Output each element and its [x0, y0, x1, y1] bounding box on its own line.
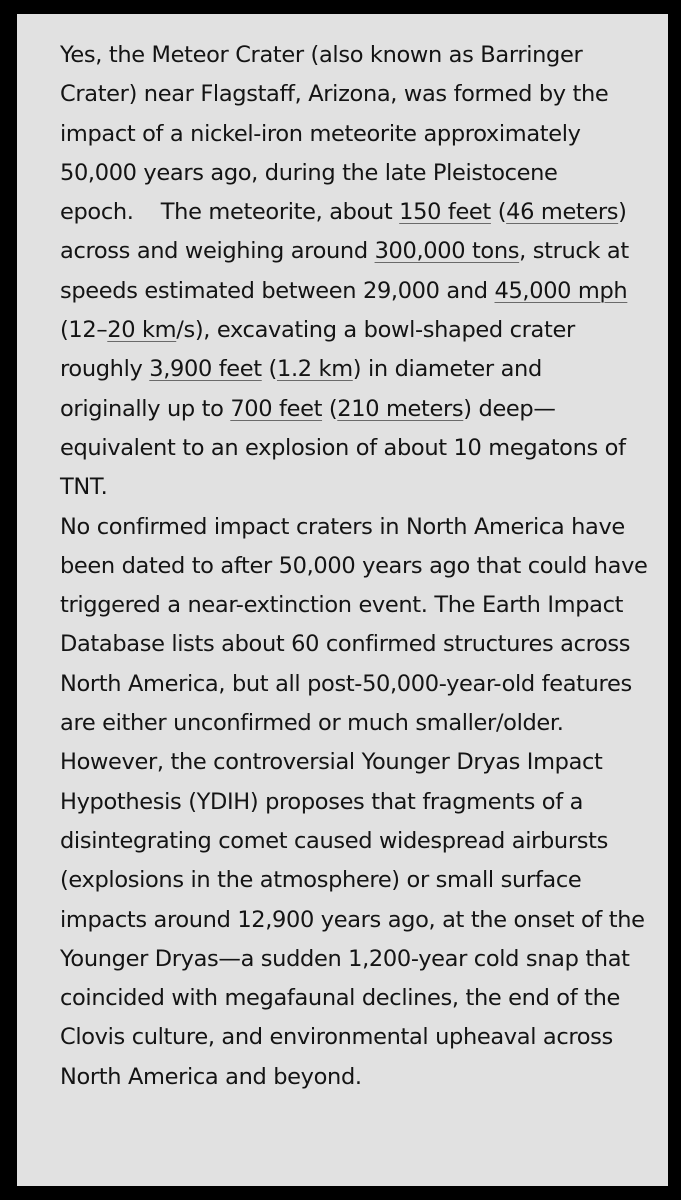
link-700-feet[interactable]: 700 feet — [230, 395, 323, 422]
text-segment: ) deep—equivalent to an explosion of about 10 megatons of TNT. — [60, 395, 626, 501]
text-segment: , struck at speeds estimated between 29,000 and — [60, 238, 629, 304]
paragraph-meteor-crater — [60, 36, 648, 508]
link-210-meters[interactable]: 210 meters — [337, 395, 464, 422]
text-segment: ) in diameter and originally up to — [60, 356, 542, 422]
text-segment: ( — [261, 356, 277, 383]
text-segment: ( — [490, 199, 507, 226]
text-segment: (12– — [60, 317, 108, 344]
link-20-km[interactable]: 20 km — [107, 317, 177, 344]
text-card — [17, 14, 668, 1186]
text-segment: ) across and weighing around — [60, 199, 627, 265]
link-1-2-km[interactable]: 1.2 km — [276, 356, 353, 383]
link-150-feet[interactable]: 150 feet — [399, 199, 491, 226]
text-segment: ( — [322, 395, 338, 422]
link-46-meters[interactable]: 46 meters — [506, 199, 619, 226]
link-45000-mph[interactable]: 45,000 mph — [494, 277, 628, 304]
link-300000-tons[interactable]: 300,000 tons — [374, 238, 520, 265]
paragraph-younger-dryas: No confirmed impact craters in North America have been dated to after 50,000 years ago that could have triggered a near-extinction event. The Earth Impact Database lists about 60 confirmed structures across North America, but all post-50,000-year-old features are either unconfirmed or much smaller/older. However, the controversial Younger Dryas Impact Hypothesis (YDIH) proposes that fragments of a disintegrating comet caused widespread airbursts (explosions in the atmosphere) or small surface impacts around 12,900 years ago, at the onset of the Younger Dryas—a sudden 1,200-year cold snap that coincided with megafaunal declines, the end of the Clovis culture, and environmental upheaval across North America and beyond. — [60, 513, 648, 1090]
text-segment: /s), excavating a bowl-shaped crater roughly — [60, 317, 575, 383]
link-3900-feet[interactable]: 3,900 feet — [149, 356, 262, 383]
text-segment: Yes, the Meteor Crater (also known as Barringer Crater) near Flagstaff, Arizona, was formed by the impact of a nickel-iron meteorite approximately 50,000 years ago, during the late Pleistocene epoch. The meteorite, about — [60, 42, 609, 226]
